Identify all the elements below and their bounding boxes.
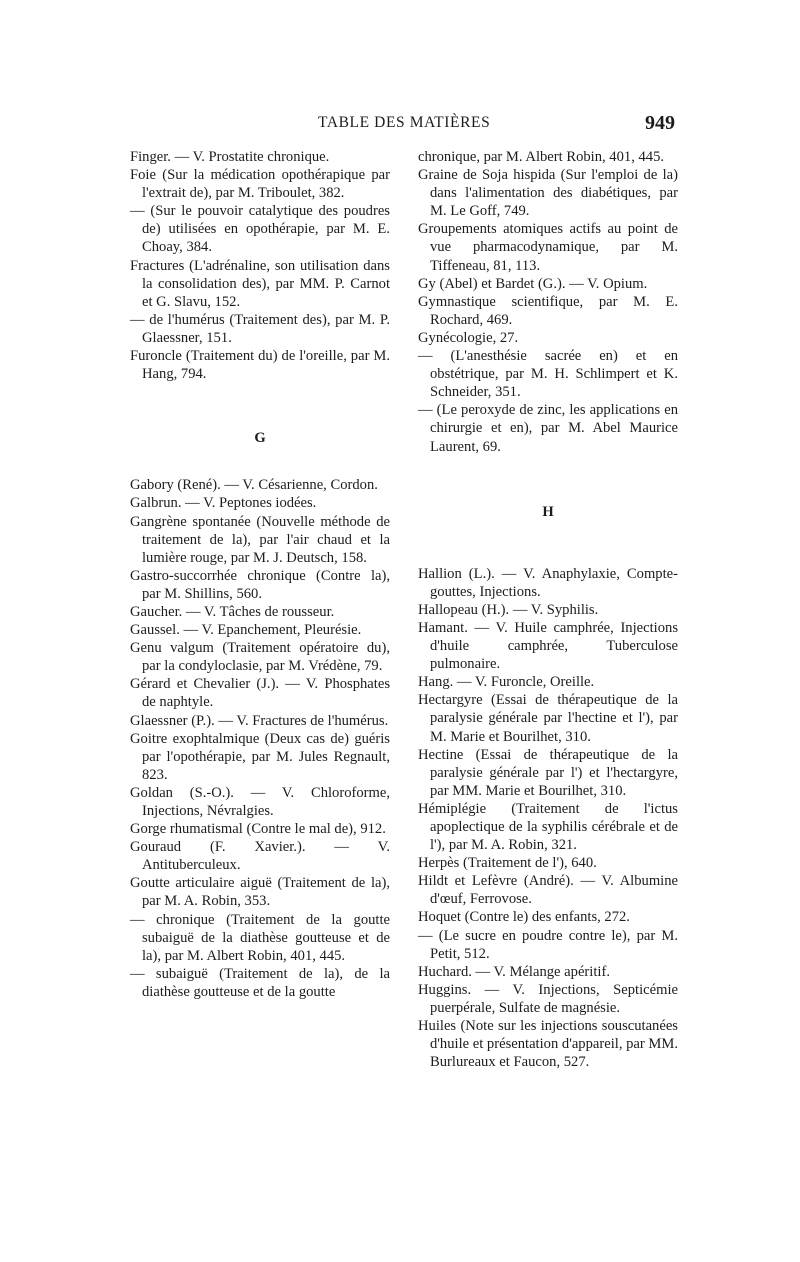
index-entry: Gaussel. — V. Epanchement, Pleurésie. bbox=[130, 622, 362, 639]
index-entry: Graine de Soja hispida (Sur l'emploi de la) dans l'alimentation des diabétiques, par M. Le Goff, 749. bbox=[418, 167, 678, 220]
index-entry: Groupements atomiques actifs au point de vue pharmacodynamique, par M. Tiffeneau, 81, 113. bbox=[418, 221, 678, 274]
index-entry: Genu valgum (Traitement opératoire du), par la condyloclasie, par M. Vrédène, 79. bbox=[130, 640, 390, 675]
index-entry: Goutte articulaire aiguë (Traitement de la), par M. A. Robin, 353. bbox=[130, 875, 390, 910]
index-entry: Gabory (René). — V. Césarienne, Cordon. bbox=[130, 477, 378, 494]
section-letter-g: G bbox=[254, 430, 266, 447]
index-entry: Gymnastique scientifique, par M. E. Rochard, 469. bbox=[418, 293, 678, 328]
index-entry: — (L'anesthésie sacrée en) et en obstétrique, par M. H. Schlimpert et K. Schneider, 351. bbox=[418, 348, 678, 401]
index-entry: Herpès (Traitement de l'), 640. bbox=[418, 855, 597, 872]
index-entry: — subaiguë (Traitement de la), de la diathèse goutteuse et de la goutte bbox=[130, 965, 390, 1000]
index-entry: Galbrun. — V. Peptones iodées. bbox=[130, 495, 317, 512]
index-entry: chronique, par M. Albert Robin, 401, 445. bbox=[418, 149, 665, 165]
index-entry: Gynécologie, 27. bbox=[418, 329, 519, 346]
index-entry: Hallopeau (H.). — V. Syphilis. bbox=[418, 601, 599, 618]
index-entry: Hildt et Lefèvre (André). — V. Albumine d'œuf, Ferrovose. bbox=[418, 873, 678, 908]
index-entry: Gouraud (F. Xavier.). — V. Antituberculeux. bbox=[130, 839, 390, 874]
index-entry: Gérard et Chevalier (J.). — V. Phosphates de naphtyle. bbox=[130, 676, 390, 711]
index-entry: Glaessner (P.). — V. Fractures de l'humérus. bbox=[130, 712, 389, 729]
index-entry: Hémiplégie (Traitement de l'ictus apoplectique de la syphilis cérébrale et de l'), par M. A. Robin, 321. bbox=[418, 800, 678, 854]
index-entry: Huiles (Note sur les injections souscutanées d'huile et présentation d'appareil, par MM. Burlureaux et Faucon, 527. bbox=[418, 1018, 679, 1071]
index-entry: — (Le peroxyde de zinc, les applications en chirurgie et en), par M. Abel Maurice Laurent, 69. bbox=[418, 402, 678, 455]
index-entry: — chronique (Traitement de la goutte subaiguë de la diathèse goutteuse et de la), par M. Albert Robin, 401, 445. bbox=[130, 911, 390, 964]
index-entry: Gorge rhumatismal (Contre le mal de), 912. bbox=[130, 821, 386, 838]
index-entry: Huchard. — V. Mélange apéritif. bbox=[418, 963, 610, 980]
section-letter-h: H bbox=[542, 503, 554, 520]
index-entry: Hang. — V. Furoncle, Oreille. bbox=[418, 674, 595, 691]
index-entry: Gangrène spontanée (Nouvelle méthode de traitement de la), par l'air chaud et la lumière rouge, par M. J. Deutsch, 158. bbox=[130, 513, 390, 566]
right-column bbox=[418, 148, 678, 1071]
index-entry: — (Sur le pouvoir catalytique des poudres de) utilisées en opothérapie, par M. E. Choay, 384. bbox=[130, 203, 390, 256]
index-entry: Hallion (L.). — V. Anaphylaxie, Compte-gouttes, Injections. bbox=[418, 565, 678, 600]
index-entry: — de l'humérus (Traitement des), par M. P. Glaessner, 151. bbox=[130, 311, 390, 346]
index-entry: Foie (Sur la médication opothérapique par l'extrait de), par M. Triboulet, 382. bbox=[130, 167, 390, 202]
index-entry: Goitre exophtalmique (Deux cas de) guéris par l'opothérapie, par M. Jules Regnault, 823. bbox=[130, 730, 390, 783]
index-entry: Finger. — V. Prostatite chronique. bbox=[130, 149, 330, 165]
index-entry: Hectine (Essai de thérapeutique de la paralysie générale par l') et l'hectargyre, par MM. Marie et Bourilhet, 310. bbox=[418, 746, 678, 799]
left-column bbox=[130, 148, 390, 1001]
index-entry: Huggins. — V. Injections, Septicémie puerpérale, Sulfate de magnésie. bbox=[418, 981, 678, 1016]
index-entry: Hectargyre (Essai de thérapeutique de la paralysie générale par l'hectine et l'), par M. Marie et Bourilhet, 310. bbox=[418, 692, 678, 745]
index-entry: Gastro-succorrhée chronique (Contre la), par M. Shillins, 560. bbox=[130, 567, 390, 602]
index-entry: Hoquet (Contre le) des enfants, 272. bbox=[418, 909, 630, 926]
page-number: 949 bbox=[645, 112, 675, 134]
index-entry: Fractures (L'adrénaline, son utilisation dans la consolidation des), par MM. P. Carnot et G. Slavu, 152. bbox=[130, 257, 390, 310]
running-head: TABLE DES MATIÈRES bbox=[318, 114, 491, 131]
index-entry: Hamant. — V. Huile camphrée, Injections d'huile camphrée, Tuberculose pulmonaire. bbox=[418, 619, 678, 673]
index-entry: Gy (Abel) et Bardet (G.). — V. Opium. bbox=[418, 275, 648, 292]
index-entry: Goldan (S.-O.). — V. Chloroforme, Injections, Névralgies. bbox=[130, 784, 390, 819]
index-entry: — (Le sucre en poudre contre le), par M. Petit, 512. bbox=[418, 927, 678, 962]
index-entry: Gaucher. — V. Tâches de rousseur. bbox=[130, 603, 335, 620]
index-entry: Furoncle (Traitement du) de l'oreille, par M. Hang, 794. bbox=[130, 348, 390, 383]
